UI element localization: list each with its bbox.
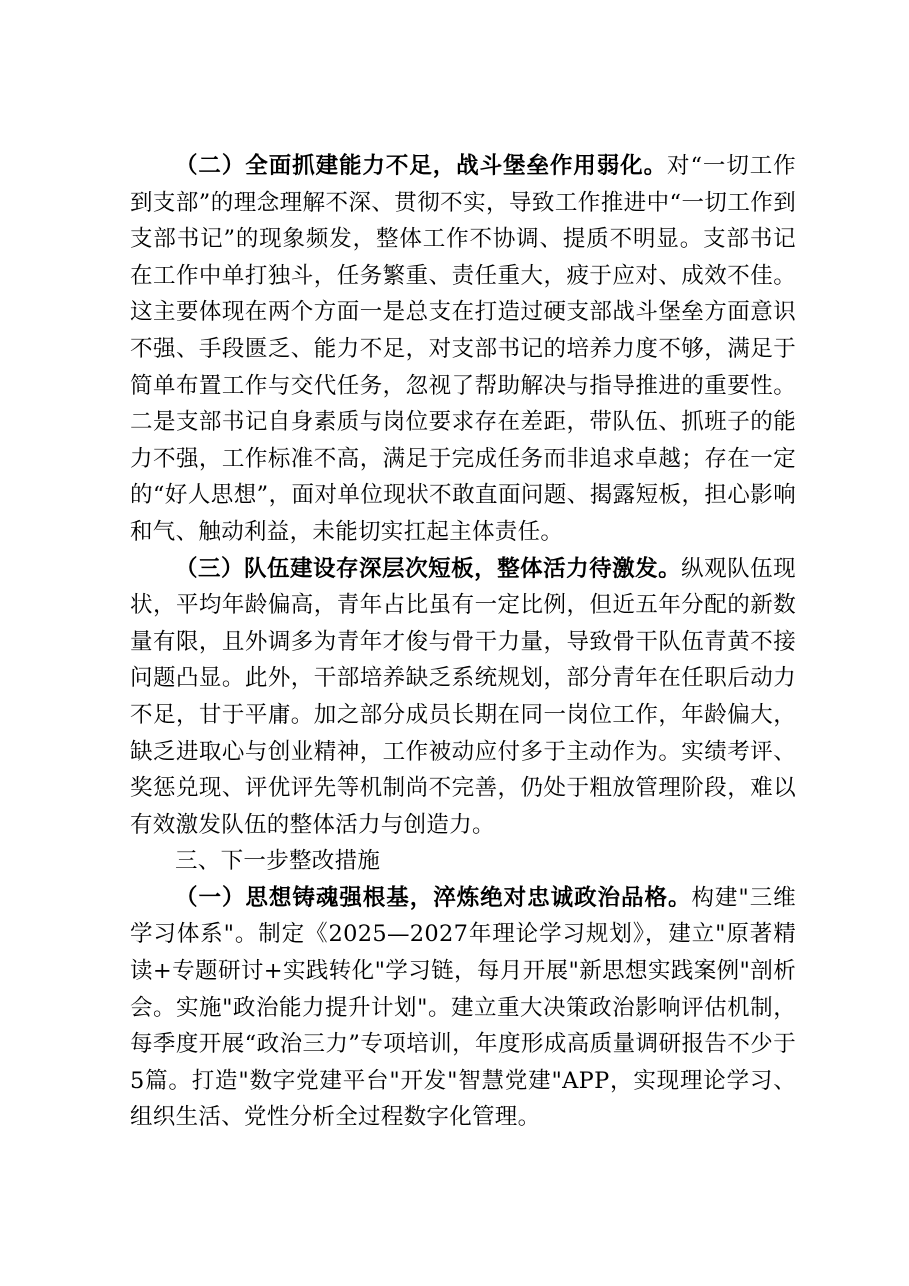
- paragraph-lead: （二）全面抓建能力不足，战斗堡垒作用弱化。: [175, 153, 668, 179]
- paragraph-text: 纵观队伍现状，平均年龄偏高，青年占比虽有一定比例，但近五年分配的新数量有限，且外调多为青年才俊与骨干力量，导致骨干队伍青黄不接问题凸显。此外，干部培养缺乏系统规划，部分青年在任职后动力不足，甘于平庸。加之部分成员长期在同一岗位工作，年龄偏大，缺乏进取心与创业精神，工作被动应付多于主动作为。实绩考评、奖惩兑现、评优评先等机制尚不完善，仍处于粗放管理阶段，难以有效激发队伍的整体活力与创造力。: [130, 555, 796, 838]
- document-body: [130, 148, 796, 1136]
- section-heading: 三、下一步整改措施: [175, 848, 381, 875]
- paragraph-text: 对“一切工作到支部”的理念理解不深、贯彻不实，导致工作推进中“一切工作到支部书记”的现象频发，整体工作不协调、提质不明显。支部书记在工作中单打独斗，任务繁重、责任重大，疲于应对、成效不佳。这主要体现在两个方面一是总支在打造过硬支部战斗堡垒方面意识不强、手段匮乏、能力不足，对支部书记的培养力度不够，满足于简单布置工作与交代任务，忽视了帮助解决与指导推进的重要性。二是支部书记自身素质与岗位要求存在差距，带队伍、抓班子的能力不强，工作标准不高，满足于完成任务而非追求卓越；存在一定的“好人思想”，面对单位现状不敢直面问题、揭露短板，担心影响和气、触动利益，未能切实扛起主体责任。: [130, 153, 796, 545]
- paragraph-capability-shortfall: [130, 148, 796, 551]
- paragraph-team-building: [130, 551, 796, 844]
- paragraph-lead: （三）队伍建设存深层次短板，整体活力待激发。: [175, 555, 682, 582]
- paragraph-text: 构建"三维学习体系"。制定《2025—2027年理论学习规划》，建立"原著精读+专题研讨+实践转化"学习链，每月开展"新思想实践案例"剖析会。实施"政治能力提升计划"。建立重大决策政治影响评估机制，每季度开展“政治三力”专项培训，年度形成高质量调研报告不少于5篇。打造"数字党建平台"开发"智慧党建"APP，实现理论学习、组织生活、党性分析全过程数字化管理。: [130, 884, 796, 1131]
- paragraph-lead: （一）思想铸魂强根基，淬炼绝对忠诚政治品格。: [175, 884, 692, 911]
- paragraph-ideological-foundation: [130, 880, 796, 1136]
